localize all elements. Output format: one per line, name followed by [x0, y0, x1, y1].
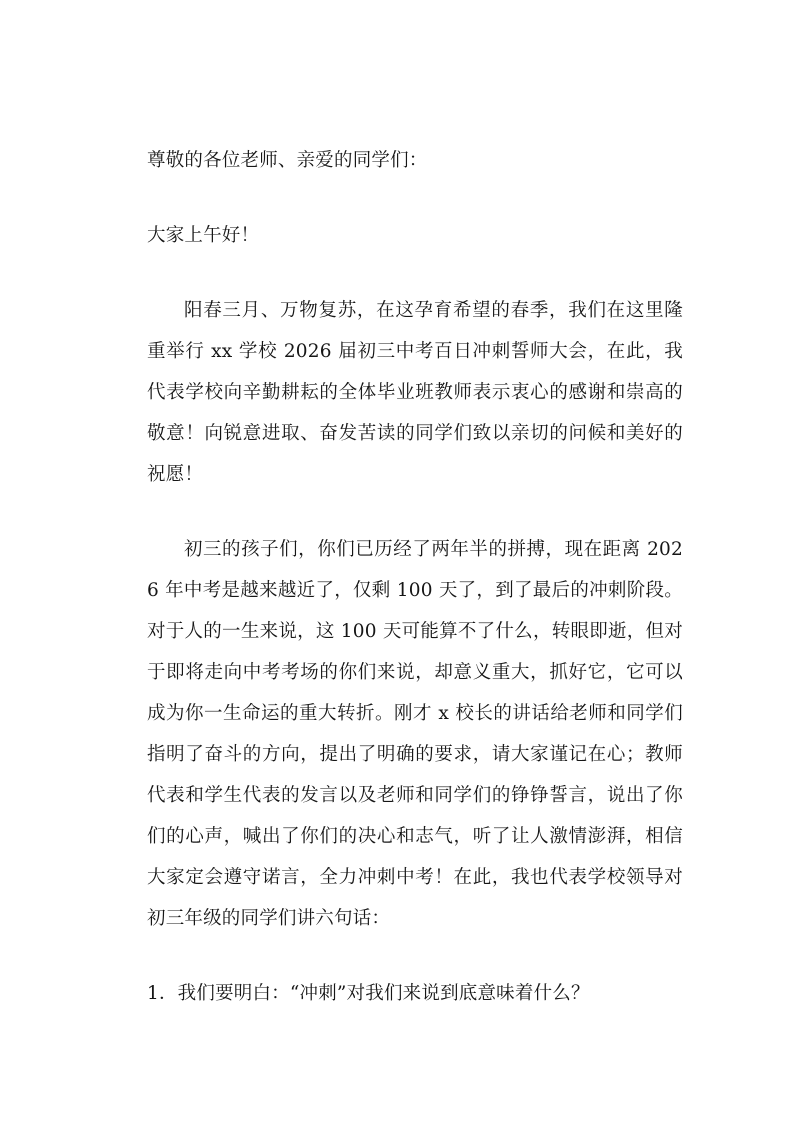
numbered-point-1: 1．我们要明白：“冲刺”对我们来说到底意味着什么？ [147, 983, 590, 1004]
document-text-body [147, 140, 683, 1014]
opening-paragraph: 阳春三月、万物复苏，在这孕育希望的春季，我们在这里隆重举行 xx 学校 2026 届初三中考百日冲刺誓师大会，在此，我代表学校向辛勤耕耘的全体毕业班教师表示衷心的感谢和崇高的敬意！向锐意进取、奋发苦读的同学们致以亲切的问候和美好的祝愿！ [147, 300, 683, 485]
paragraph-spacer [147, 939, 683, 973]
salutation-paragraph: 尊敬的各位老师、亲爱的同学们： [147, 150, 428, 171]
greeting-paragraph: 大家上午好！ [147, 225, 260, 246]
paragraph-spacer [147, 181, 683, 215]
paragraph-spacer [147, 256, 683, 290]
main-body-paragraph: 初三的孩子们，你们已历经了两年半的拼搏，现在距离 2026 年中考是越来越近了，仅剩 100 天了，到了最后的冲刺阶段。对于人的一生来说，这 100 天可能算不了什么，转眼即逝，但对于即将走向中考考场的你们来说，却意义重大，抓好它，它可以成为你一生命运的重大转折。刚才 x 校长的讲话给老师和同学们指明了奋斗的方向，提出了明确的要求，请大家谨记在心；教师代表和学生代表的发言以及老师和同学们的铮铮誓言，说出了你们的心声，喊出了你们的决心和志气，听了让人激情澎湃，相信大家定会遵守诺言，全力冲刺中考！在此，我也代表学校领导对初三年级的同学们讲六句话： [147, 539, 683, 929]
paragraph-spacer [147, 495, 683, 529]
